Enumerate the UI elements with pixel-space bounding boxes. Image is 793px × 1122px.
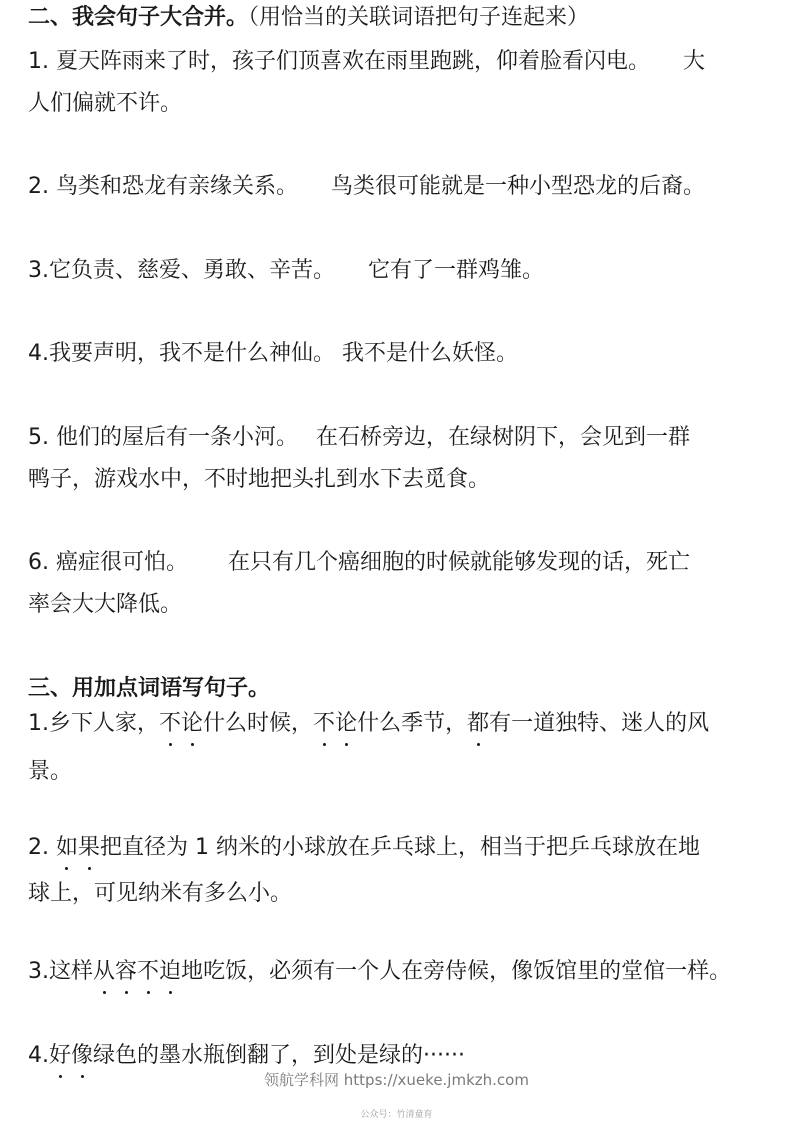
s2-q4-line1: 4.我要声明，我不是什么神仙。 我不是什么妖怪。: [28, 341, 518, 366]
s3-q1-text: 1.乡下人家，: [28, 711, 159, 736]
s3-q2-line2: 球上，可见纳米有多么小。: [28, 881, 293, 906]
s3-q1-line2: 景。: [28, 759, 73, 784]
s3-q3-text: 3.这样: [28, 959, 93, 984]
watermark-text: 领航学科网 https://xueke.jmkzh.com: [264, 1071, 529, 1089]
emphasis-dot-char: 论: [181, 709, 203, 739]
s3-q1-line1: [28, 709, 773, 739]
s3-q2-dotted-word: [56, 835, 100, 860]
s3-q1-text: 什么季节，: [357, 711, 468, 736]
s3-q1-text: 什么时候，: [203, 711, 314, 736]
emphasis-dot-char: 果: [78, 833, 100, 863]
emphasis-dot-char: 如: [56, 833, 78, 863]
s3-q4-text: 4.: [28, 1043, 49, 1068]
s3-q2-text: 2.: [28, 835, 56, 860]
section-2-title: 二、我会句子大合并。: [28, 5, 249, 30]
emphasis-dot-char: 容: [115, 957, 137, 987]
emphasis-dot-char: 迫: [159, 957, 181, 987]
emphasis-dot-char: 不: [159, 709, 181, 739]
s3-q2-text: 把直径为 1 纳米的小球放在乒乓球上，相当于把乒乓球放在地: [100, 835, 701, 860]
emphasis-dot-char: 不: [137, 957, 159, 987]
s2-q2-line1: 2. 鸟类和恐龙有亲缘关系。 鸟类很可能就是一种小型恐龙的后裔。: [28, 174, 705, 199]
s2-q1-line1: 1. 夏天阵雨来了时，孩子们顶喜欢在雨里跑跳，仰着脸看闪电。 大: [28, 49, 705, 74]
emphasis-dot-char: 论: [335, 709, 357, 739]
s2-q3-line1: 3.它负责、慈爱、勇敢、辛苦。 它有了一群鸡雏。: [28, 258, 544, 283]
emphasis-dot-char: 像: [71, 1041, 93, 1071]
s3-q2-line1: [28, 833, 773, 863]
s2-q6-line2: 率会大大降低。: [28, 592, 183, 617]
s3-q4-dotted-word: [49, 1043, 93, 1068]
s3-q4-line1: [28, 1041, 773, 1071]
s2-q5-line1: 5. 他们的屋后有一条小河。 在石桥旁边，在绿树阴下，会见到一群: [28, 425, 690, 450]
s2-q5-line2: 鸭子，游戏水中，不时地把头扎到水下去觅食。: [28, 467, 491, 492]
s2-q6-line1: 6. 癌症很可怕。 在只有几个癌细胞的时候就能够发现的话，死亡: [28, 550, 690, 575]
account-text: 公众号：竹清童育: [360, 1110, 433, 1120]
section-2-hint: （用恰当的关联词语把句子连起来）: [248, 5, 590, 30]
s3-q1-dotted-word: [313, 711, 357, 736]
emphasis-dot-char: 从: [93, 957, 115, 987]
emphasis-dot-char: 好: [49, 1041, 71, 1071]
s3-q1-dotted-word: [159, 711, 203, 736]
s2-q1-line2: 人们偏就不许。: [28, 91, 183, 116]
section-3-title: 三、用加点词语写句子。: [28, 676, 271, 701]
emphasis-dot-char: 都: [467, 709, 489, 739]
section-2-heading: [28, 3, 773, 33]
s3-q3-line1: [28, 957, 773, 987]
s3-q3-dotted-word: [93, 959, 181, 984]
s3-q4-text: 绿色的墨水瓶倒翻了，到处是绿的······: [93, 1043, 465, 1068]
s3-q1-dotted-word: [467, 711, 489, 736]
emphasis-dot-char: 不: [313, 709, 335, 739]
s3-q1-text: 有一道独特、迷人的风: [489, 711, 710, 736]
s3-q3-text: 地吃饭，必须有一个人在旁侍候，像饭馆里的堂倌一样。: [181, 959, 732, 984]
